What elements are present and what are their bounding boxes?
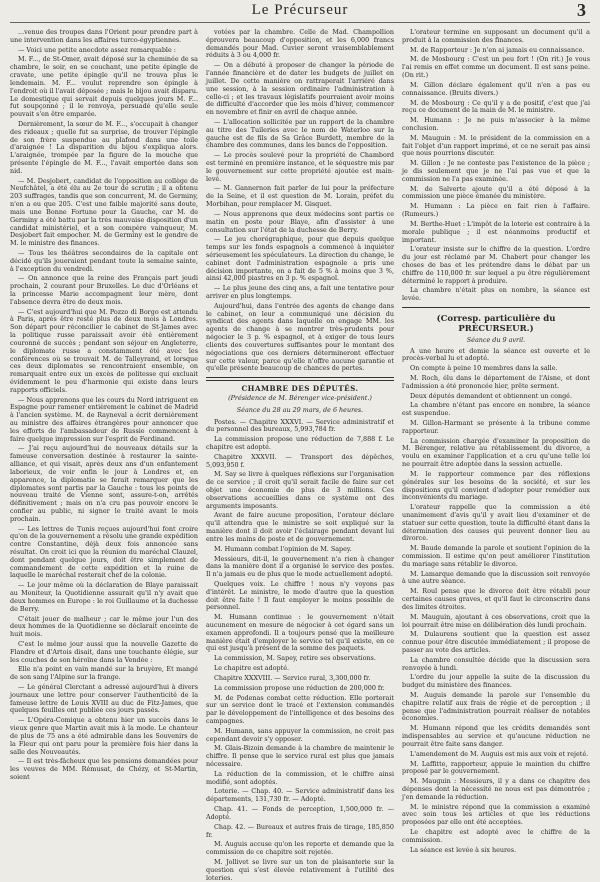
section-subtitle: (Présidence de M. Bérenger vice-président.) bbox=[228, 393, 372, 402]
article-paragraph: M. Gillon-Harmant se présente à la tribune comme rapporteur. bbox=[402, 419, 590, 435]
article-paragraph: M. Laffitte, rapporteur, appuie le maintien du chiffre proposé par le gouvernement. bbox=[402, 759, 590, 776]
article-paragraph: — C'est aujourd'hui que M. Pozzo di Borgo est attendu à Paris, après être resté plus de deux mois à Londres. Son départ pour réconcilier le cabinet de St-James avec la politique russe paraissait avoir été entièrement couronné de succès ; pendant son séjour en Angleterre, le diplomate russe a constamment été avec les conférences où se trouvait M. de Talleyrand, et lorsque ces deux diplomates se rencontraient ensemble, on remarquait entre eux un excès de politesse qui excluait évidemment le peu d'harmonie qui existe dans leurs rapports officiels. bbox=[10, 307, 198, 394]
article-paragraph: M. F..., de St-Omer, avait déposé sur la cheminée de sa chambre, le soir, en se couchant, une petite épingle de cravate, une petite épingle qu'il ne trouva plus le lendemain. M. F... voulut reprendre son épingle à l'endroit où il l'avait déposée ; mais le bijou avait disparu. Le domestique qui servait depuis quelques jours M. F... fut soupçonné ; il le renvoya, persuadé qu'elle seule pouvait s'en être emparée. bbox=[10, 55, 198, 119]
article-paragraph: M. de Mosbourg : C'est un peu fort ! (On rit.) Je vous l'ai remis en effet comme un document. Il est sans peine. (On rit.) bbox=[402, 55, 590, 80]
article-columns bbox=[10, 28, 590, 882]
page-number: 3 bbox=[577, 0, 586, 20]
article-paragraph: votées par la chambre. Celle de Mad. Champollion éprouvera beaucoup d'opposition, et les 6,000 francs demandés pour Mad. Cuvier seront vraisemblablement réduits à 3 ou 4,000 fr. bbox=[206, 28, 394, 60]
article-paragraph: — Le jour même où la déclaration de Blaye paraissait au Moniteur, la Quotidienne assurait qu'il n'y avait que deux hommes en Europe : le roi Guillaume et la duchesse de Berry. bbox=[10, 581, 198, 613]
section-title-chambre: CHAMBRE DES DÉPUTÉS. bbox=[241, 384, 359, 394]
article-paragraph: — M. Desjobert, candidat de l'opposition au collège de Neufchâtel, a été élu au 2e tour de scrutin ; il a obtenu 203 suffrages, tandis que son concurrent, M. de Germiny, n'en a eu que 205. C'est une faible majorité sans doute, mais une Bonne Fortune pour la Gauche, car M. de Germiny a été battu par la très mauvaise disposition d'un candidat ministériel, et a son compère vainqueur, M. Desjobert fait empocher. M. de Germiny est le gendre de M. le ministre des finances. bbox=[10, 176, 198, 248]
article-paragraph: M. Humann : Je ne puis m'associer à la même conclusion. bbox=[402, 116, 590, 132]
section-rule bbox=[206, 380, 394, 381]
article-paragraph: M. Roch, élu dans le département de l'Aisne, et dont l'admission a été prononcée hier, prête serment. bbox=[402, 373, 590, 390]
article-paragraph: Chap. 41. — Fonds de perception, 1,500,000 fr. — Adopté. bbox=[206, 805, 394, 821]
article-paragraph: — Le jeu chorégraphique, pour que depuis quelque temps sur les fonds espagnols a commencé à inquiéter sérieusement les spéculateurs. La direction du change, le cabinet dont l'administration espagnole a pris une décision importante, on a fait de 5 % à moins que 3 %, ainsi 42,000 piastres en 3 p. % espagnol. bbox=[206, 235, 394, 283]
article-paragraph: M. Auguis accuse qu'on les reporte et demande que la commission de ce chapitre soit rejetée. bbox=[206, 840, 394, 857]
article-paragraph: La chambre n'était plus en nombre, la séance est levée. bbox=[402, 286, 590, 303]
article-paragraph: M. le ministre répond que la commission a examiné avec soin tous les articles et que les réductions proposées par elle ont été acceptées. bbox=[402, 802, 590, 827]
article-paragraph: — L'Opéra-Comique a obtenu hier un succès dans le vieux genre que Martin avait mis à la mode. Le chanteur de plus de 75 ans a été admirable dans les Souvenirs de la Fleur qui ont paru pour la première fois hier dans la salle des Nouveautés. bbox=[10, 716, 198, 756]
article-paragraph: M. Gillon : Je ne conteste pas l'existence de la pièce ; je dis seulement que je ne l'ai pas vue et que la commission ne l'a pas examinée. bbox=[402, 159, 590, 183]
article-paragraph: Le chapitre est adopté. bbox=[214, 664, 290, 673]
article-paragraph: M. Dulaurens soutient que la question est assez connue pour être discutée immédiatement ; il propose de passer au vote des articles. bbox=[402, 630, 590, 654]
article-paragraph: M. Lamarque demande que la discussion soit renvoyée à une autre séance. bbox=[402, 569, 590, 586]
article-paragraph: — M. Gannernon fait parler de lui pour la préfecture de la Seine, et il est question de M. Lorain, préfet du Morbihan, pour remplacer M. Gisquet. bbox=[206, 184, 394, 209]
article-paragraph: — Il est très-fâcheux que les pensions demandées pour les veuves de MM. Rémusat, de Chézy, et St-Martin, soient bbox=[10, 757, 198, 781]
article-paragraph: La chambre consultée décide que la discussion sera renvoyée à lundi. bbox=[402, 655, 590, 672]
article-paragraph: Chapitre XXXVII. — Transport des dépêches, 5,093,950 f. bbox=[206, 452, 394, 469]
article-paragraph: — Le général Clerctant a adressé aujourd'hui à divers journaux une lettre pour conserver l'authenticité de la fameuse lettre de Louis XVIII au duc de Fitz-James, que quelques feuilles ont publiée ces jours passés. bbox=[10, 683, 198, 715]
article-paragraph: — Les lettres de Tunis reçues aujourd'hui font croire qu'on de la gouvernement a résolu une grande expédition contre Constantine, déjà deux fois annoncée sans résultat. On croit ici que la réunion du maréchal Clauzel, dont pendant quelque jours, doit être simplement de commandement de cette expédition et la ruine de laquelle le maréchal resterait chef de la colonie. bbox=[10, 524, 198, 580]
column-1 bbox=[10, 29, 198, 815]
article-paragraph: M. Berthe-Huet : L'impôt de la loterie est contraire à la morale publique ; il est néanmoins productif et important. bbox=[402, 219, 590, 244]
article-paragraph: — Le plus jeune des cinq ans, a fait une tentative pour arriver en plus longtemps. bbox=[206, 284, 394, 300]
article-paragraph: L'orateur insiste sur le chiffre de la question. L'ordre du jour est réclamé par M. Chabert pour changer les choses de bas et les prétendre dans le débat par un chiffre de 110,000 fr. sur lequel a pu être régulièrement déterminé le rapport à produire. bbox=[402, 245, 590, 285]
article-paragraph: M. le rapporteur commence par des réflexions générales sur les besoins de la société, et sur les dispositions qu'il convient d'adopter pour remédier aux inconvénients du mariage. bbox=[402, 469, 590, 502]
article-paragraph: On compte à peine 10 membres dans la salle. bbox=[410, 364, 558, 373]
article-paragraph: Aujourd'hui, dans l'entrée des agents de change dans le cabinet, on leur a communiqué une décision du syndicat des agents dans laquelle on engage MM. les agents de change à se montrer très-prudents pour négocier le 3 p. % espagnol, et à exiger de tous leurs clients des couvertures suffisantes pour le montant des négociations que ces derniers détermineront effectuer sur cette valeur, parce qu'elle n'offre aucune garantie et qu'elle présente beaucoup de chances de pertes. bbox=[206, 301, 394, 373]
seance-date: Séance du 28 au 29 mars, de 6 heures. bbox=[236, 405, 364, 414]
article-paragraph: M. de Mosbourg : Ce qu'il y a de positif, c'est que j'ai reçu ce document de la main de M. le ministre. bbox=[402, 98, 590, 115]
article-paragraph: Postes. — Chapitre XXXVI. — Service administratif et du personnel des bureaux, 5,993,784 fr. bbox=[206, 417, 394, 434]
column-2 bbox=[206, 28, 394, 882]
article-paragraph: — Nous apprenons que les cours du Nord intriguent en Espagne pour ramener entièrement le cabinet de Madrid à l'ancien système. M. de Rayneval a écrit dernièrement au ministre des affaires étrangères pour annoncer que les efforts de l'ambassadeur de Russie commencent à faire quelque impression sur l'esprit de Ferdinand. bbox=[10, 395, 198, 443]
article-paragraph: Messieurs, dit-il, le gouvernement n'a rien à changer dans la manière dont il a organisé le service des postes. Il n'a jamais eu de plus que le mode actuellement adopté. bbox=[206, 554, 394, 579]
article-paragraph: La commission propose une réduction de 200,000 fr. bbox=[214, 683, 385, 692]
article-paragraph: L'amendement de M. Auguis est mis aux voix et rejeté. bbox=[410, 749, 589, 758]
article-paragraph: M. Auguis demande la parole sur l'ensemble du chapitre relatif aux frais de régie et de perception ; il pense que l'administration pourrait réaliser de notables économies. bbox=[402, 691, 590, 723]
article-paragraph: Quelques voix. Le chiffre ! nous n'y voyons pas d'intérêt. Le ministre, le mode d'autre que la question doit être faite ! Il faut employer le moins possible de personnel. bbox=[206, 579, 394, 612]
section-rule bbox=[206, 377, 394, 378]
article-paragraph: — On a débuté à proposer de changer la période de l'année financière et de dater les budgets de juillet en juillet. De cette manière on rattraperait l'arriéré dans une session, à la session ordinaire l'administration à celle-ci ; et les travaux législatifs pourraient avoir moins de difficulté d'accorder que les mois d'hiver, commencer en novembre et finir en avril de chaque année. bbox=[206, 61, 394, 117]
article-paragraph: M. Humann, sans appuyer la commission, ne croit pas cependant devoir s'y opposer. bbox=[206, 726, 394, 743]
article-paragraph: La commission, M. Sapey, retire ses observations. bbox=[214, 654, 376, 663]
article-paragraph: Deux députés demandent et obtiennent un congé. bbox=[410, 391, 572, 400]
article-paragraph: M. Mauguin : M. le président de la commission en a fait l'objet d'un rapport imprimé, et ce ne serait pas ainsi que nous pourrions discuter. bbox=[402, 133, 590, 158]
article-paragraph: Chap. 42. — Bureaux et autres frais de tirage, 185,850 fr. bbox=[206, 822, 394, 839]
article-paragraph: — On annonce que la reine des Français part jeudi prochain, 2 courant pour Bruxelles. Le duc d'Orléans et la princesse Marie accompagnent leur mère, dont l'absence devra être de deux mois. bbox=[10, 274, 198, 306]
article-paragraph: Dernièrement, la sœur de M. F..., s'occupait à changer des rideaux ; quelle fut sa surprise, de trouver l'épingle de son frère suspendue au plafond dans une toile d'araignée ! La disparition du bijou s'expliqua alors. L'araignée, trompée par la figure de la mouche que présente l'épingle de M. F..., l'avait emportée dans son nid. bbox=[10, 119, 198, 175]
newspaper-title: Le Précurseur bbox=[251, 2, 349, 18]
article-paragraph: ...venue des troupes dans l'Orient pour prendre part à une intervention dans les affaires turco-égyptiennes. bbox=[10, 28, 198, 44]
section-rule bbox=[402, 307, 590, 308]
article-paragraph: — Tous les théâtres secondaires de la capitale ont décidé qu'ils joueraient pendant toute la semaine sainte, à l'exception du vendredi. bbox=[10, 248, 198, 273]
article-paragraph: La commission propose une réduction de 7,888 f. Le chapitre est adopté. bbox=[206, 435, 394, 451]
article-paragraph: M. Mauguin : Messieurs, il y a dans ce chapitre des dépenses dont la nécessité ne nous est pas démontrée ; j'en demande la réduction. bbox=[402, 777, 590, 801]
article-paragraph: A une heure et demie la séance est ouverte et le procès-verbal lu et adopté. bbox=[402, 346, 590, 363]
article-paragraph: — J'ai reçu aujourd'hui de nouveaux détails sur la fameuse conversation destinée à restaurer la sainte-alliance, et qui visait, après deux ans d'un enfantement laborieux, de voir enfin le jour à Londres et, en apparence, la diplomatie se ferait remarquer que les diplomates sont partis par la Gauche : tous les points de nouveau traité de Vienne sont, assure-t-on, arrêtés définitivement ; mais on n'a cru pas pouvoir encore le confier au public, ni signer le traité avant le mois prochain. bbox=[10, 444, 198, 523]
article-paragraph: M. Roul pense que le divorce doit être rétabli pour certaines causes graves, et qu'il faut le circonscrire dans des limites étroites. bbox=[402, 587, 590, 611]
article-paragraph: La commission chargée d'examiner la proposition de M. Bérenger, relative au rétablissement du divorce, a voulu en examiner l'application et a cru qu'une telle loi ne pourrait être adoptée dans la session actuelle. bbox=[402, 436, 590, 469]
article-paragraph: L'orateur termine en supposant un document qu'il a produit à la commission des finances. bbox=[402, 28, 590, 44]
article-paragraph: M. Humann répond que les crédits demandés sont indispensables au service et qu'aucune réduction ne pourrait être faite sans danger. bbox=[402, 724, 590, 748]
article-paragraph: L'orateur rappelle que la commission a été unanimement d'avis qu'il y avait lieu d'examiner et de statuer sur cette question, toute la difficulté étant dans la détermination des causes qui peuvent donner lieu au divorce. bbox=[402, 503, 590, 543]
article-paragraph: La séance est levée à six heures. bbox=[410, 845, 517, 854]
column-3 bbox=[402, 28, 590, 854]
seance-date: Séance du 9 avril. bbox=[466, 335, 526, 344]
article-paragraph: — Le procès soulevé pour la propriété de Chambord est terminé en première instance, et le séquestre mis par le gouvernement sur cette propriété ajoutée est main-levé. bbox=[206, 151, 394, 183]
article-paragraph: M. Humann combat l'opinion de M. Sapey. bbox=[214, 544, 352, 553]
article-paragraph: M. de Salverte ajoute qu'il a été déposé à la commission une pièce émanée du ministère. bbox=[402, 184, 590, 201]
article-paragraph: — L'allocation sollicitée par un rapport de la chambre au titre des Tuileries avec le nom de Waterloo sur la gauche est de fils de Sa Grâce Burdett, membre de la chambre des communes, dans les bancs de l'opposition. bbox=[206, 117, 394, 150]
article-paragraph: C'est le même jour aussi que la nouvelle Gazette de Flandre et d'Artois disait, dans une touchante élégie, sur les couches de son héroïne dans la Vendée : bbox=[10, 639, 198, 664]
article-paragraph: C'était jouer de malheur ; car le même jour l'un des deux hommes de la Quotidienne se déclarait enceinte de huit mois. bbox=[10, 614, 198, 639]
masthead bbox=[10, 0, 590, 23]
article-paragraph: M. Jollivet se livre sur un ton de plaisanterie sur la question qui s'est élevée relativement à l'utilité des loteries. bbox=[206, 857, 394, 882]
article-paragraph: M. Baude demande la parole et soutient l'opinion de la commission. Il estime qu'on peut améliorer l'institution du mariage sans rétablir le divorce. bbox=[402, 544, 590, 568]
article-paragraph: M. Humann : La pièce en fait rien à l'affaire. (Rumeurs.) bbox=[402, 202, 590, 219]
article-paragraph: — Voici une petite anecdote assez remarquable : bbox=[18, 45, 176, 54]
article-paragraph: La chambre n'étant pas encore en nombre, la séance est suspendue. bbox=[402, 401, 590, 418]
article-paragraph: Chapitre XXXVIII. — Service rural, 3,300,000 fr. bbox=[214, 673, 371, 682]
article-paragraph: M. Humann continue : le gouvernement n'était aucunement en mesure de négocier à cet égard sans un examen approfondi. Il a toujours pensé que la meilleure manière était d'employer le service tel qu'il existe, en ce qui est jusqu'à présent de la somme des paquets. bbox=[206, 613, 394, 653]
article-paragraph: M. de Rapporteur : Je n'en ai jamais eu connaissance. bbox=[410, 45, 585, 54]
article-paragraph: M. Glais-Bizoin demande à la chambre de maintenir le chiffre. Il pense que le service rural est plus que jamais nécessaire. bbox=[206, 744, 394, 769]
article-paragraph: Elle n'a point en vain mandé sur la bruyère, Et mangé de son sang l'Alpine sur la frange. bbox=[10, 665, 198, 682]
section-title-correspondance: (Corresp. particulière du PRÉCURSEUR.) bbox=[436, 314, 556, 335]
article-paragraph: M. Say se livre à quelques réflexions sur l'organisation de ce service ; il croit qu'il serait facile de faire sur cet objet une économie de plus de 3 millions. Ces observations accueillies dans ce système ont des arguments imposants. bbox=[206, 470, 394, 510]
article-paragraph: Loterie. — Chap. 40. — Service administratif dans les départements, 131,730 fr. — Adopté. bbox=[206, 787, 394, 804]
article-paragraph: — Nous apprenons que deux médecins sont partis ce matin en poste pour Blaye, afin d'assister à une consultation sur l'état de la duchesse de Berry. bbox=[206, 209, 394, 234]
article-paragraph: M. Mauguin, ajoutant à ces observations, croit que la loi pourrait être mise en délibération dès lundi prochain. bbox=[402, 612, 590, 629]
article-paragraph: Avant de faire aucune proposition, l'orateur déclare qu'il attendra que le ministre se soit expliqué sur la manière dont il doit avoir l'éclairage pendant devant lui entre les mains de poste et de gouvernement. bbox=[206, 511, 394, 543]
article-paragraph: M. de Podenas combat cette réduction. Elle porterait sur un service dont le tracé et l'extension commandés par le développement de l'intelligence et des besoins des campagnes. bbox=[206, 693, 394, 725]
article-paragraph: M. Gillon déclare également qu'il n'en a pas eu connaissance. (Bruits divers.) bbox=[402, 80, 590, 97]
article-paragraph: Le chapitre est adopté avec le chiffre de la commission. bbox=[402, 828, 590, 844]
article-paragraph: L'ordre du jour appelle la suite de la discussion du budget du ministère des finances. bbox=[402, 673, 590, 690]
article-paragraph: La réduction de la commission, et le chiffre ainsi modifié, sont adoptés. bbox=[206, 769, 394, 786]
